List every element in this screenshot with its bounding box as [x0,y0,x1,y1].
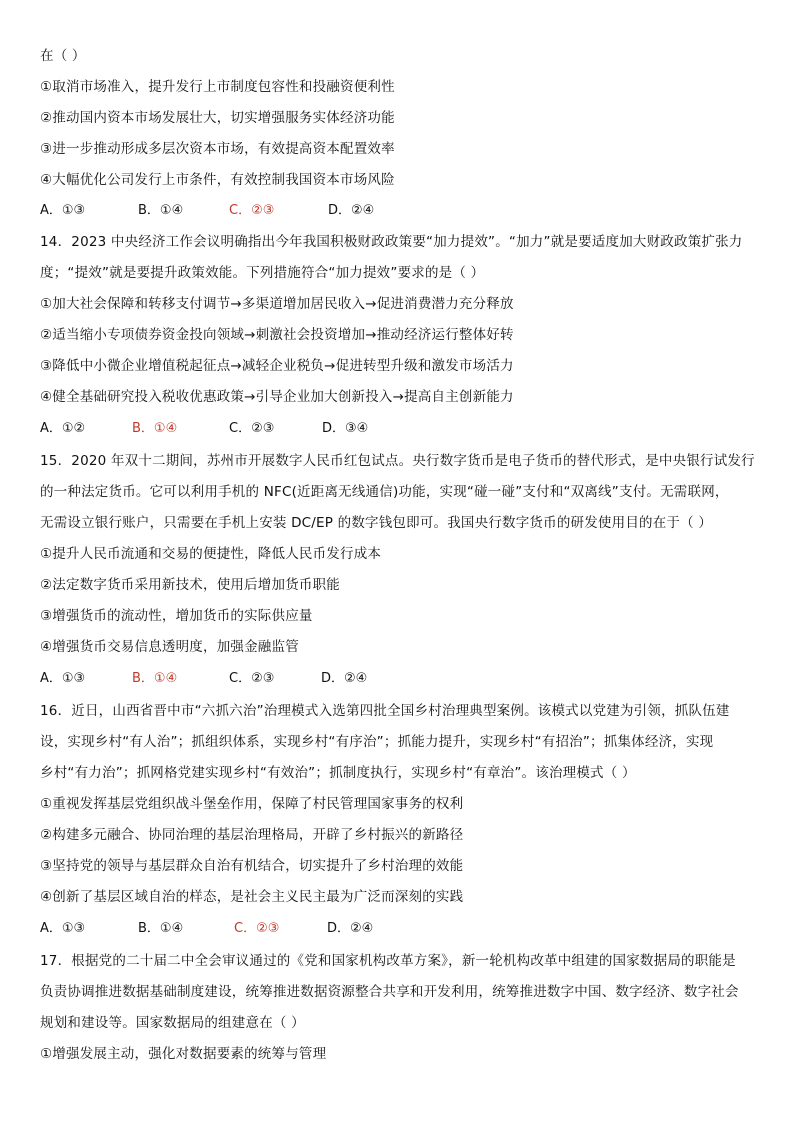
option-c: C．②③ [229,203,275,218]
q16-statement-4: ④创新了基层区域自治的样态，是社会主义民主最为广泛而深刻的实践 [40,889,464,905]
q16-options [40,920,760,938]
q15-statement-3: ③增强货币的流动性，增加货币的实际供应量 [40,608,313,624]
q14-statement-3: ③降低中小微企业增值税起征点→减轻企业税负→促进转型升级和激发市场活力 [40,358,514,374]
q16-stem-line-2: 设，实现乡村“有人治”；抓组织体系，实现乡村“有序治”；抓能力提升，实现乡村“有招治”；抓集体经济，实现 [40,734,714,750]
option-c: C．②③ [229,671,275,686]
option-c: C．②③ [234,921,280,936]
q15-statement-2: ②法定数字货币采用新技术，使用后增加货币职能 [40,577,341,593]
q17-stem-line-1: 17．根据党的二十届二中全会审议通过的《党和国家机构改革方案》，新一轮机构改革中组建的国家数据局的职能是 [40,953,736,969]
q13-statement-1: ①取消市场准入，提升发行上市制度包容性和投融资便利性 [40,79,395,95]
q13-statement-3: ③进一步推动形成多层次资本市场，有效提高资本配置效率 [40,141,395,157]
option-b: B．①④ [138,921,184,936]
q16-stem-line-3: 乡村“有力治”；抓网格党建实现乡村“有效治”；抓制度执行，实现乡村“有章治”。该治理模式（ ） [40,765,636,781]
q14-options [40,420,760,438]
option-d: D．②④ [327,921,374,936]
option-b: B．①④ [138,203,184,218]
option-b: B．①④ [132,671,178,686]
q13-statement-4: ④大幅优化公司发行上市条件，有效控制我国资本市场风险 [40,172,395,188]
q14-statement-4: ④健全基础研究投入税收优惠政策→引导企业加大创新投入→提高自主创新能力 [40,389,514,405]
q15-stem-line-1: 15．2020 年双十二期间，苏州市开展数字人民币红包试点。央行数字货币是电子货币的替代形式，是中央银行试发行 [40,453,755,469]
q13-options [40,202,760,220]
q15-statement-4: ④增强货币交易信息透明度，加强金融监管 [40,639,299,655]
option-d: D．②④ [321,671,368,686]
q13-stem-tail: 在（ ） [40,48,86,64]
q16-stem-line-1: 16．近日，山西省晋中市“六抓六治”治理模式入选第四批全国乡村治理典型案例。该模式以党建为引领，抓队伍建 [40,703,730,719]
q16-statement-1: ①重视发挥基层党组织战斗堡垒作用，保障了村民管理国家事务的权利 [40,796,464,812]
q17-stem-line-2: 负责协调推进数据基础制度建设，统筹推进数据资源整合共享和开发利用，统筹推进数字中国、数字经济、数字社会 [40,984,739,1000]
q17-statement-1: ①增强发展主动，强化对数据要素的统筹与管理 [40,1046,327,1062]
q14-statement-2: ②适当缩小专项债券资金投向领域→刺激社会投资增加→推动经济运行整体好转 [40,327,514,343]
q15-options [40,670,760,688]
q16-statement-3: ③坚持党的领导与基层群众自治有机结合，切实提升了乡村治理的效能 [40,858,464,874]
q14-statement-1: ①加大社会保障和转移支付调节→多渠道增加居民收入→促进消费潜力充分释放 [40,296,514,312]
option-a: A．①③ [40,203,86,218]
q13-statement-2: ②推动国内资本市场发展壮大，切实增强服务实体经济功能 [40,110,395,126]
option-a: A．①② [40,421,86,436]
option-d: D．③④ [322,421,369,436]
q15-stem-line-3: 无需设立银行账户，只需要在手机上安装 DC/EP 的数字钱包即可。我国央行数字货币的研发使用目的在于（ ） [40,515,713,531]
option-d: D．②④ [328,203,375,218]
q15-statement-1: ①提升人民币流通和交易的便捷性，降低人民币发行成本 [40,546,382,562]
q17-stem-line-3: 规划和建设等。国家数据局的组建意在（ ） [40,1015,305,1031]
option-a: A．①③ [40,671,86,686]
q16-statement-2: ②构建多元融合、协同治理的基层治理格局，开辟了乡村振兴的新路径 [40,827,464,843]
option-c: C．②③ [229,421,275,436]
q15-stem-line-2: 的一种法定货币。它可以利用手机的 NFC(近距离无线通信)功能，实现“碰一碰”支付和“双离线”支付。无需联网， [40,484,729,500]
option-b: B．①④ [132,421,178,436]
q14-stem-line-1: 14．2023 中央经济工作会议明确指出今年我国积极财政政策要“加力提效”。“加力”就是要适度加大财政政策扩张力 [40,234,743,250]
q14-stem-line-2: 度；“提效”就是要提升政策效能。下列措施符合“加力提效”要求的是（ ） [40,265,485,281]
option-a: A．①③ [40,921,86,936]
